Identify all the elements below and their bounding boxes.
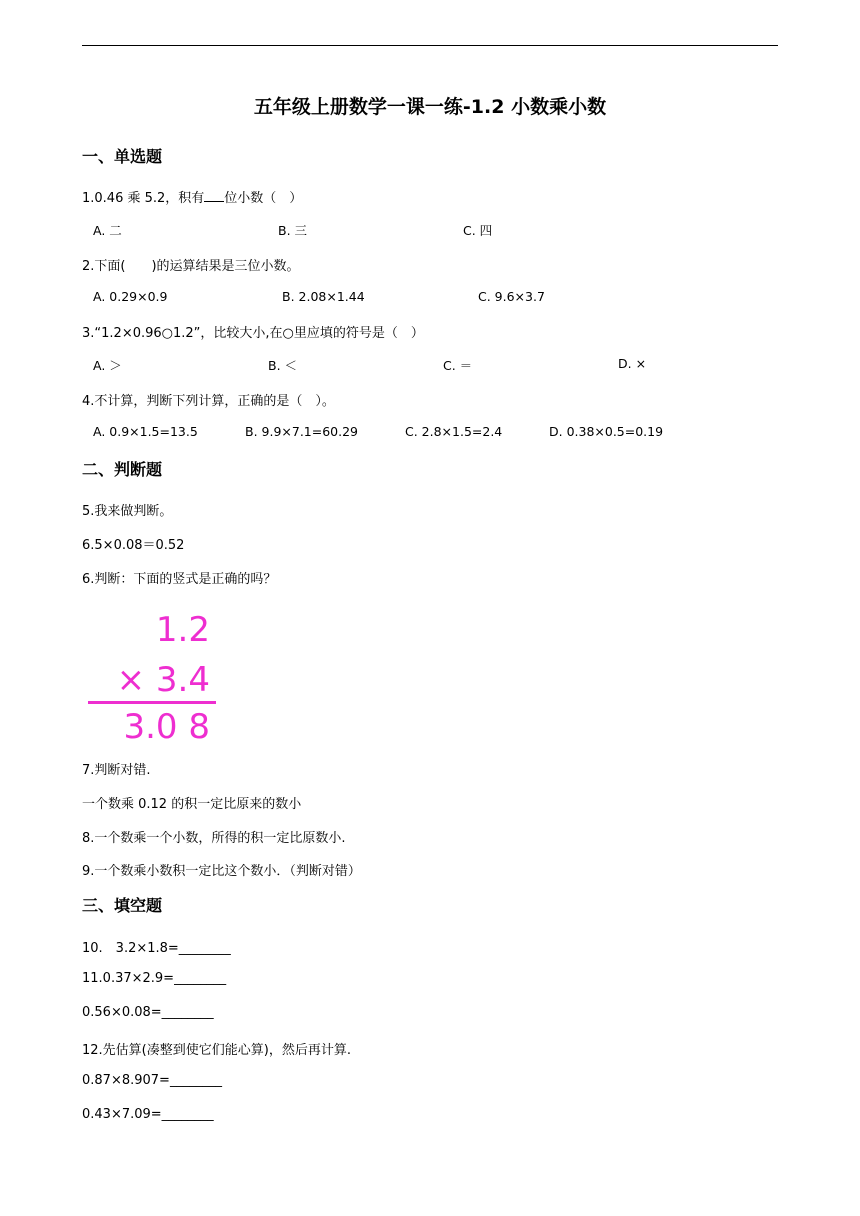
question-12-part-1: 0.87×8.907=________: [82, 1073, 222, 1088]
question-2: 2.下面( )的运算结果是三位小数。: [82, 259, 300, 274]
q1-option-c: C. 四: [463, 223, 493, 238]
page-title: 五年级上册数学一课一练-1.2 小数乘小数: [253, 96, 607, 118]
q3-option-a: A. ＞: [93, 358, 122, 373]
header-rule: [82, 45, 778, 46]
q4-option-c: C. 2.8×1.5=2.4: [405, 424, 503, 439]
section-heading-judge: 二、判断题: [82, 460, 163, 479]
question-7-statement: 一个数乘 0.12 的积一定比原来的数小: [82, 797, 302, 812]
figure-divider: [88, 701, 216, 704]
answer-blank: [204, 189, 224, 202]
question-7: 7.判断对错.: [82, 763, 151, 778]
figure-line-3: 3.0 8: [123, 707, 210, 744]
question-12: 12.先估算(凑整到使它们能心算)，然后再计算.: [82, 1043, 351, 1058]
q2-option-a: A. 0.29×0.9: [93, 289, 168, 304]
q3-option-c: C. ＝: [443, 358, 473, 373]
question-5-statement: 6.5×0.08＝0.52: [82, 538, 185, 553]
question-8: 8.一个数乘一个小数，所得的积一定比原数小.: [82, 831, 346, 846]
question-3: 3.“1.2×0.96○1.2”，比较大小,在○里应填的符号是（ ）: [82, 326, 424, 341]
vertical-multiplication-figure: [86, 604, 222, 748]
question-6: 6.判断：下面的竖式是正确的吗？: [82, 572, 277, 587]
section-heading-choice: 一、单选题: [82, 147, 163, 166]
q1-option-a: A. 二: [93, 223, 122, 238]
question-1-text-before: 1.0.46 乘 5.2，积有: [82, 191, 205, 206]
q4-option-a: A. 0.9×1.5=13.5: [93, 424, 198, 439]
question-5: 5.我来做判断。: [82, 504, 173, 519]
figure-line-1: 1.2: [155, 610, 210, 650]
q2-option-c: C. 9.6×3.7: [478, 289, 545, 304]
question-4: 4.不计算，判断下列计算，正确的是（ ）。: [82, 394, 335, 409]
q4-option-b: B. 9.9×7.1=60.29: [245, 424, 359, 439]
q2-option-b: B. 2.08×1.44: [282, 289, 365, 304]
question-10: 10. 3.2×1.8=________: [82, 941, 231, 956]
question-12-part-2: 0.43×7.09=________: [82, 1107, 214, 1122]
question-1: [82, 187, 302, 206]
q3-option-d: D. ×: [618, 356, 647, 371]
figure-line-2: × 3.4: [116, 660, 210, 700]
question-1-text-after: 位小数（ ）: [224, 191, 303, 206]
q1-option-b: B. 三: [278, 223, 308, 238]
q3-option-b: B. ＜: [268, 358, 298, 373]
question-9: 9.一个数乘小数积一定比这个数小．（判断对错）: [82, 864, 361, 879]
section-heading-fill: 三、填空题: [82, 896, 163, 915]
question-11-part-2: 0.56×0.08=________: [82, 1005, 214, 1020]
question-11: 11.0.37×2.9=________: [82, 971, 227, 986]
q4-option-d: D. 0.38×0.5=0.19: [549, 424, 664, 439]
